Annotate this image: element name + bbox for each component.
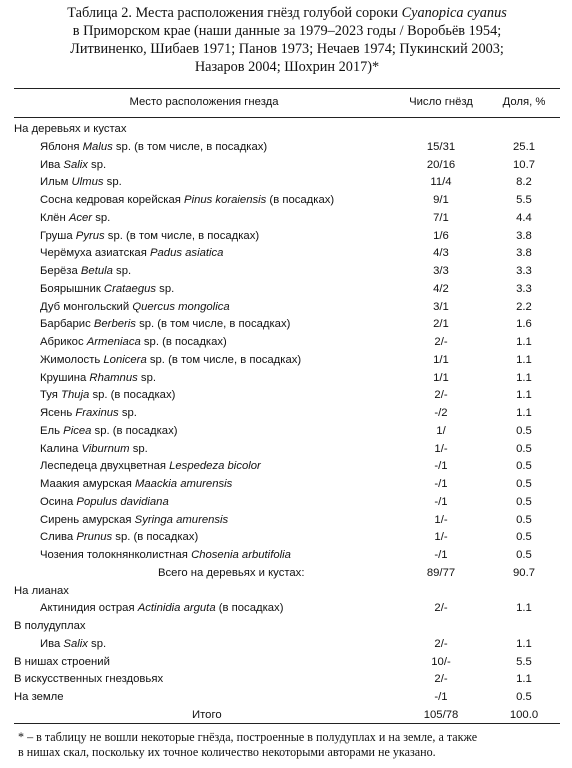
table-bottom-rule [14,723,560,724]
nest-count: 1/6 [433,229,449,242]
nest-count: -/1 [434,495,448,508]
nest-location: Берёза Betula sp. [40,265,132,277]
header-place: Место расположения гнезда [129,96,279,108]
table-row [14,441,560,459]
nest-location: На лианах [14,584,69,597]
nest-share: 1.1 [516,407,532,419]
table-row [14,387,560,405]
table-header-rule [14,117,560,118]
table-row [14,512,560,530]
nest-location: Абрикос Armeniaca sp. (в посадках) [40,336,227,348]
table-row [14,707,560,725]
table-row [14,139,560,157]
nest-share: 0.5 [516,460,532,473]
table-row [14,671,560,689]
table-row [14,689,560,707]
nest-share: 1.1 [516,602,532,615]
table-row [14,352,560,370]
nest-count: 105/78 [423,708,459,721]
table-row [14,600,560,618]
table-row [14,565,560,583]
nest-location: Актинидия острая Actinidia arguta (в посадках) [40,602,284,615]
nest-share: 25.1 [513,140,535,153]
nest-share: 0.5 [516,495,532,508]
nest-count: -/1 [434,691,448,703]
nest-count: -/1 [434,460,448,473]
nest-count: 2/- [434,389,448,402]
nest-count: 1/1 [433,371,449,384]
nest-share: 90.7 [513,566,535,579]
caption-line-1: Таблица 2. Места расположения гнёзд голубой сороки Cyanopica cyanus [67,5,507,21]
nest-count: 7/1 [433,211,449,224]
nest-count: -/2 [434,407,448,419]
table-row [14,281,560,299]
nest-location: Черёмуха азиатская Padus asiatica [40,247,224,260]
nest-location: Итого [192,708,222,721]
table-row [14,228,560,246]
nest-share: 3.3 [516,282,532,295]
table-row [14,157,560,175]
nest-share: 1.1 [516,336,532,348]
table-caption [14,4,560,76]
nest-share: 5.5 [516,194,532,206]
table-row [14,334,560,352]
nest-share: 5.5 [516,655,532,668]
nest-share: 100.0 [509,708,539,721]
nest-share: 1.1 [516,637,532,650]
caption-line-3: Литвиненко, Шибаев 1971; Панов 1973; Нечаев 1974; Пукинский 2003; [70,41,504,57]
nest-location: Сирень амурская Syringa amurensis [40,513,229,526]
table-row [14,423,560,441]
table-row [14,405,560,423]
nest-location: Яблоня Malus sp. (в том числе, в посадках) [40,140,268,153]
nest-count: 1/- [434,531,448,544]
nest-location: Осина Populus davidiana [40,495,169,508]
nest-count: 3/1 [433,300,449,313]
nest-count: 11/4 [430,176,452,189]
nest-count: 10/- [431,655,451,668]
footnote-line-2: в нишах скал, поскольку их точное количество некоторыми авторами не указано. [18,745,436,759]
nest-share: 1.1 [516,353,532,366]
table-row [14,263,560,281]
nest-location: Дуб монгольский Quercus mongolica [40,300,230,313]
nest-count: 89/77 [426,566,456,579]
nest-share: 8.2 [516,176,532,189]
table-row [14,654,560,672]
nest-share: 1.1 [516,673,532,686]
table-row [14,192,560,210]
footnote [18,730,558,760]
nest-share: 2.2 [516,300,532,313]
nest-share: 3.3 [516,265,532,277]
nest-share: 1.1 [516,389,532,402]
nest-location: Жимолость Lonicera sp. (в том числе, в посадках) [40,353,302,366]
nest-location: Калина Viburnum sp. [40,442,148,455]
nest-count: 3/3 [433,265,449,277]
nest-location: Ясень Fraxinus sp. [40,407,137,419]
nest-location: Слива Prunus sp. (в посадках) [40,531,199,544]
table-row [14,174,560,192]
nest-share: 0.5 [516,478,532,490]
nest-count: 1/ [436,424,446,437]
nest-share: 10.7 [513,158,535,171]
nest-count: 1/- [434,513,448,526]
nest-location: Леспедеца двухцветная Lespedeza bicolor [40,460,261,473]
nest-location: На земле [14,691,64,703]
nest-share: 0.5 [516,549,532,561]
nest-share: 0.5 [516,513,532,526]
nest-count: 2/- [434,673,448,686]
table-row [14,618,560,636]
table-row [14,245,560,263]
caption-line-4: Назаров 2004; Шохрин 2017)* [194,59,380,75]
nest-count: 9/1 [433,194,449,206]
table-row [14,299,560,317]
nest-count: -/1 [434,478,448,490]
nest-count: 2/- [434,336,448,348]
nest-share: 0.5 [516,691,532,703]
nest-count: 1/- [434,442,448,455]
nest-share: 4.4 [516,211,532,224]
nest-count: -/1 [434,549,448,561]
nest-location: В полудуплах [14,620,86,632]
caption-line-2: в Приморском крае (наши данные за 1979–2023 годы / Воробьёв 1954; [72,23,502,39]
nest-count: 1/1 [433,353,449,366]
nest-count: 2/- [434,637,448,650]
table-row [14,476,560,494]
header-count: Число гнёзд [409,96,473,108]
table-row [14,547,560,565]
nest-count: 4/3 [433,247,449,260]
nest-location: На деревьях и кустах [14,123,127,135]
table-top-rule [14,88,560,89]
table-row [14,370,560,388]
table-row [14,529,560,547]
header-share: Доля, % [502,96,546,108]
nest-location: Ель Picea sp. (в посадках) [40,424,178,437]
species-name: Cyanopica cyanus [401,5,507,21]
nest-share: 0.5 [516,442,532,455]
nest-location: Ильм Ulmus sp. [40,176,122,189]
table-row [14,458,560,476]
nest-location: В нишах строений [14,655,110,668]
nest-count: 4/2 [433,282,449,295]
nest-location: Ива Salix sp. [40,637,107,650]
table-row [14,121,560,139]
nest-location: Груша Pyrus sp. (в том числе, в посадках) [40,229,260,242]
nest-location: Сосна кедровая корейская Pinus koraiensis (в посадках) [40,194,335,206]
nest-location: Маакия амурская Maackia amurensis [40,478,233,490]
table-row [14,210,560,228]
footnote-line-1: * – в таблицу не вошли некоторые гнёзда, построенные в полудуплах и на земле, а также [18,730,478,744]
nest-location: Туя Thuja sp. (в посадках) [40,389,176,402]
table-row [14,316,560,334]
table-row [14,494,560,512]
table-body [14,121,560,725]
nest-location: Боярышник Crataegus sp. [40,282,175,295]
nest-location: Ива Salix sp. [40,158,107,171]
nest-share: 0.5 [516,531,532,544]
table-row [14,583,560,601]
nest-share: 3.8 [516,229,532,242]
nest-location: Чозения толокнянколистная Chosenia arbutifolia [40,549,291,561]
table-header [14,92,560,112]
nest-location: Крушина Rhamnus sp. [40,371,156,384]
table-row [14,636,560,654]
nest-location: Барбарис Berberis sp. (в том числе, в посадках) [40,318,291,331]
nest-share: 1.6 [516,318,532,331]
nest-location: Клён Acer sp. [40,211,111,224]
nest-location: Всего на деревьях и кустах: [158,566,305,579]
nest-count: 15/31 [426,140,456,153]
nest-share: 1.1 [516,371,532,384]
nest-share: 3.8 [516,247,532,260]
nest-count: 20/16 [426,158,456,171]
nest-count: 2/1 [433,318,449,331]
nest-share: 0.5 [516,424,532,437]
nest-count: 2/- [434,602,448,615]
nest-location: В искусственных гнездовьях [14,673,164,686]
